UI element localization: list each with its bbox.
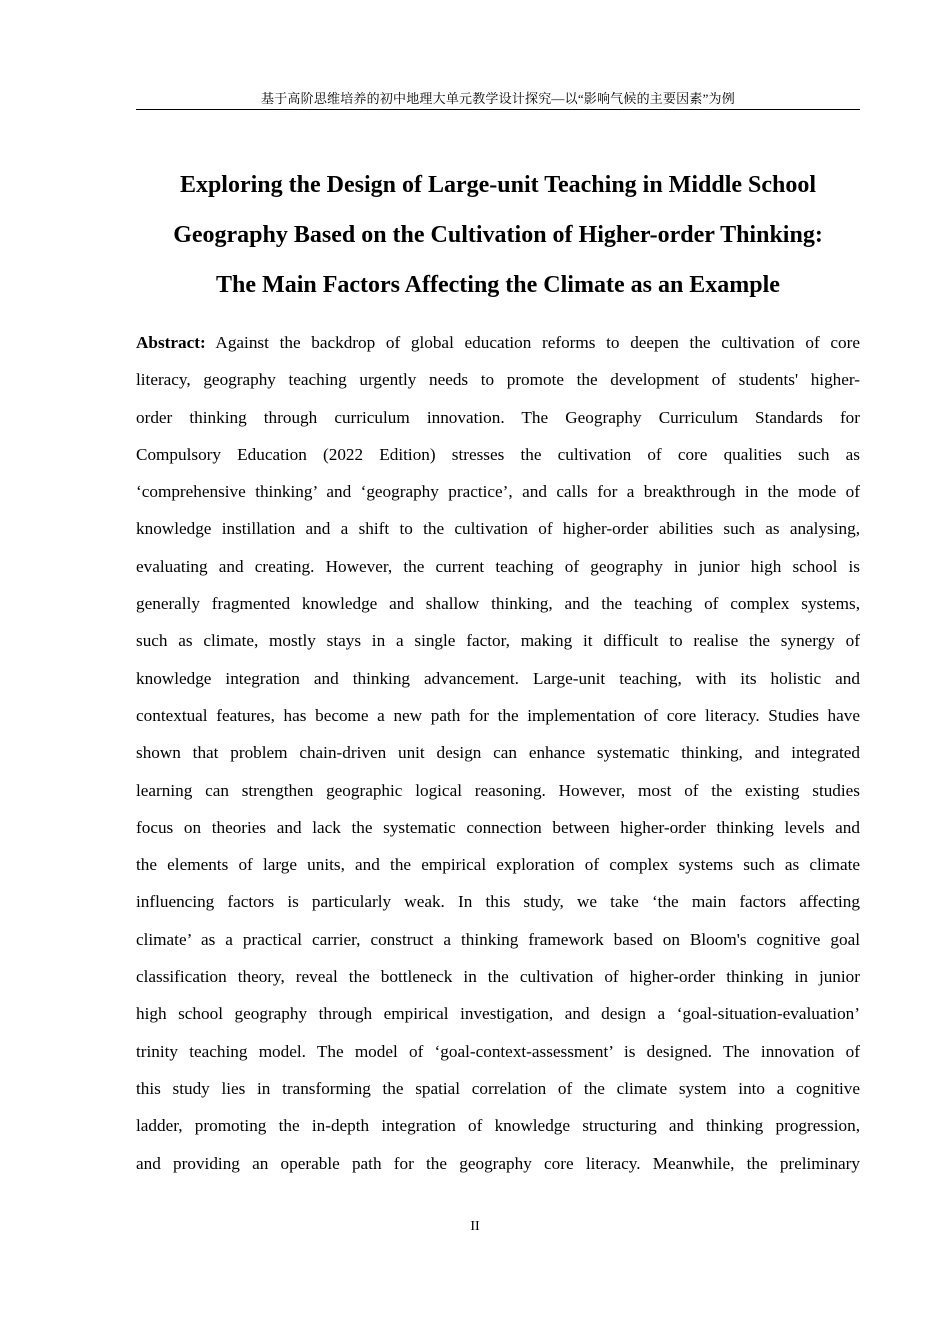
abstract-line: ‘comprehensive thinking’ and ‘geography practice’, and calls for a breakthrough in the mode of	[136, 482, 860, 502]
abstract-line: high school geography through empirical investigation, and design a ‘goal-situation-evaluation’	[136, 1004, 860, 1024]
abstract-line: climate’ as a practical carrier, construct a thinking framework based on Bloom's cognitive goal	[136, 929, 860, 949]
abstract-line: evaluating and creating. However, the current teaching of geography in junior high school is	[136, 556, 860, 576]
abstract-line: knowledge integration and thinking advancement. Large-unit teaching, with its holistic and	[136, 668, 860, 688]
abstract-line	[136, 324, 860, 361]
abstract-line: focus on theories and lack the systematic connection between higher-order thinking levels and	[136, 817, 860, 837]
title-line: The Main Factors Affecting the Climate as an Example	[216, 272, 780, 298]
abstract-line: classification theory, reveal the bottleneck in the cultivation of higher-order thinking in junior	[136, 967, 860, 987]
abstract-line: the elements of large units, and the empirical exploration of complex systems such as climate	[136, 855, 860, 875]
abstract-line: such as climate, mostly stays in a single factor, making it difficult to realise the synergy of	[136, 631, 860, 651]
abstract-line: order thinking through curriculum innovation. The Geography Curriculum Standards for	[136, 407, 860, 427]
title-line: Geography Based on the Cultivation of Higher-order Thinking:	[173, 222, 823, 248]
page-number: II	[470, 1219, 480, 1234]
abstract	[136, 324, 860, 1182]
abstract-text: Against the backdrop of global education reforms to deepen the cultivation of core	[205, 333, 860, 352]
abstract-line: influencing factors is particularly weak. In this study, we take ‘the main factors affecting	[136, 892, 860, 912]
paper-title	[136, 160, 860, 310]
abstract-label: Abstract:	[136, 333, 206, 352]
title-line: Exploring the Design of Large-unit Teaching in Middle School	[179, 172, 817, 198]
abstract-line: generally fragmented knowledge and shallow thinking, and the teaching of complex systems,	[136, 594, 860, 614]
abstract-line: and providing an operable path for the geography core literacy. Meanwhile, the preliminary	[136, 1153, 860, 1173]
abstract-line: contextual features, has become a new path for the implementation of core literacy. Studies have	[136, 705, 860, 725]
abstract-line: literacy, geography teaching urgently needs to promote the development of students' higher-	[136, 370, 860, 390]
abstract-line: learning can strengthen geographic logical reasoning. However, most of the existing studies	[136, 780, 860, 800]
running-header: 基于高阶思维培养的初中地理大单元教学设计探究—以“影响气候的主要因素”为例	[136, 91, 860, 110]
abstract-line: shown that problem chain-driven unit design can enhance systematic thinking, and integrated	[136, 743, 860, 763]
abstract-line: Compulsory Education (2022 Edition) stresses the cultivation of core qualities such as	[136, 444, 860, 464]
abstract-line: trinity teaching model. The model of ‘goal-context-assessment’ is designed. The innovation of	[136, 1041, 860, 1061]
abstract-line: this study lies in transforming the spatial correlation of the climate system into a cognitive	[136, 1078, 860, 1098]
abstract-line: knowledge instillation and a shift to the cultivation of higher-order abilities such as analysing,	[136, 519, 860, 539]
abstract-line: ladder, promoting the in-depth integration of knowledge structuring and thinking progression,	[136, 1116, 860, 1136]
